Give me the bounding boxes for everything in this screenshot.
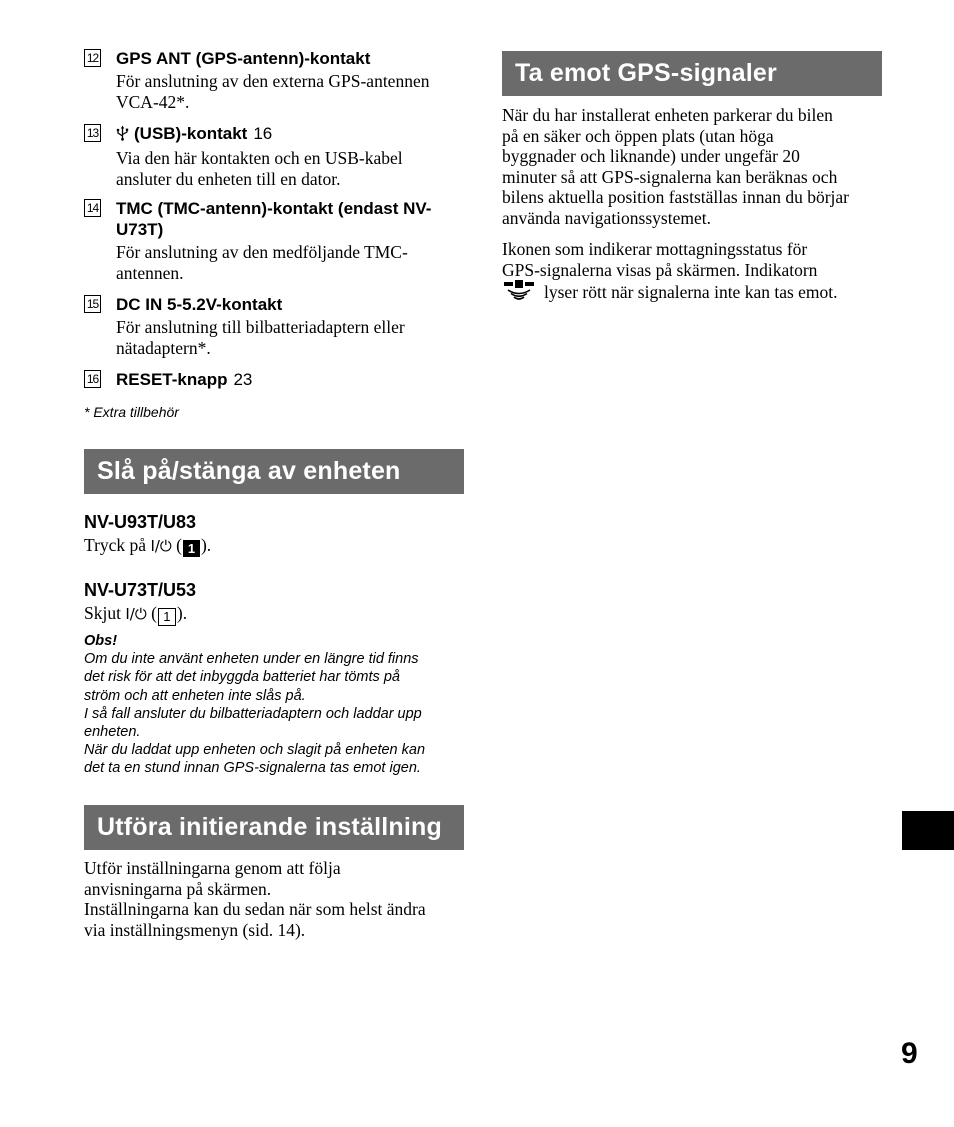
item-title: RESET-knapp xyxy=(116,370,228,389)
note-line: Om du inte använt enheten under en längre tid finns xyxy=(84,651,419,668)
item-number: 16 xyxy=(84,370,101,388)
model-name-2: NV-U73T/U53 xyxy=(84,580,197,600)
note-line: enheten. xyxy=(84,724,141,741)
note-line: det risk för att det inbyggda batteriet har tömts på xyxy=(84,669,400,686)
power-instruction-1: Tryck på I/⏻ ( 1 ). xyxy=(84,535,212,556)
item-12 xyxy=(84,48,474,113)
note-line: det ta en stund innan GPS-signalerna tas emot igen. xyxy=(84,760,421,777)
key-callout: 1 xyxy=(158,608,176,626)
note-line: När du laddat upp enheten och slagit på enheten kan xyxy=(84,742,426,759)
gps-paragraph-1: När du har installerat enheten parkerar du bilen på en säker och öppen plats (utan höga byggnader och liknande) under ungefär 20 minuter så att GPS-signalerna kan beräknas och bilens aktuella position fastställas innan du börjar använda navigationssystemet. xyxy=(502,105,850,228)
note-line: I så fall ansluter du bilbatteriadaptern och laddar upp xyxy=(84,705,422,722)
power-icon: I/⏻ xyxy=(125,605,147,623)
item-title: (USB)-kontakt xyxy=(134,124,248,143)
item-title: TMC (TMC-antenn)-kontakt (endast NV-U73T) xyxy=(116,199,432,239)
section-heading-gps: Ta emot GPS-signaler xyxy=(502,51,882,96)
item-body: För anslutning av den externa GPS-antennen VCA-42*. xyxy=(116,71,430,112)
item-number: 14 xyxy=(84,199,101,217)
item-body: För anslutning av den medföljande TMC-antennen. xyxy=(116,242,408,283)
gps-signal-icon xyxy=(502,280,536,307)
item-title: DC IN 5-5.2V-kontakt xyxy=(116,295,283,314)
item-body: För anslutning till bilbatteriadaptern eller nätadaptern*. xyxy=(116,317,405,358)
item-title: GPS ANT (GPS-antenn)-kontakt xyxy=(116,49,371,68)
key-callout: 1 xyxy=(183,540,200,557)
page-reference: 23 xyxy=(233,370,253,389)
note-line: ström och att enheten inte slås på. xyxy=(84,687,306,704)
item-number: 12 xyxy=(84,49,101,67)
item-16 xyxy=(84,369,474,390)
item-number: 13 xyxy=(84,124,101,142)
item-13 xyxy=(84,123,474,190)
section-heading-setup: Utföra initierande inställning xyxy=(84,805,464,850)
item-14 xyxy=(84,198,474,284)
gps-paragraph-2: Ikonen som indikerar mottagningsstatus för GPS-signalerna visas på skärmen. Indikatorn lyser rött när signalerna inte kan tas emot. xyxy=(502,239,892,307)
power-icon: I/⏻ xyxy=(150,537,172,555)
page-number: 9 xyxy=(901,1037,918,1070)
section-heading-power: Slå på/stänga av enheten xyxy=(84,449,464,494)
model-name-1: NV-U93T/U83 xyxy=(84,512,197,532)
setup-paragraph: Utför inställningarna genom att följa anvisningarna på skärmen. Inställningarna kan du sedan när som helst ändra via inställningsmenyn (sid. 14). xyxy=(84,858,426,940)
power-instruction-2: Skjut I/⏻ ( 1 ). xyxy=(84,603,188,624)
note-block xyxy=(84,632,469,778)
page-reference: 16 xyxy=(253,124,273,143)
footnote: * Extra tillbehör xyxy=(84,404,179,420)
note-title: Obs! xyxy=(84,633,118,649)
usb-trident-icon xyxy=(116,125,130,146)
item-15 xyxy=(84,294,474,359)
item-number: 15 xyxy=(84,295,101,313)
thumb-index-tab xyxy=(902,811,954,850)
item-body: Via den här kontakten och en USB-kabel ansluter du enheten till en dator. xyxy=(116,148,403,189)
